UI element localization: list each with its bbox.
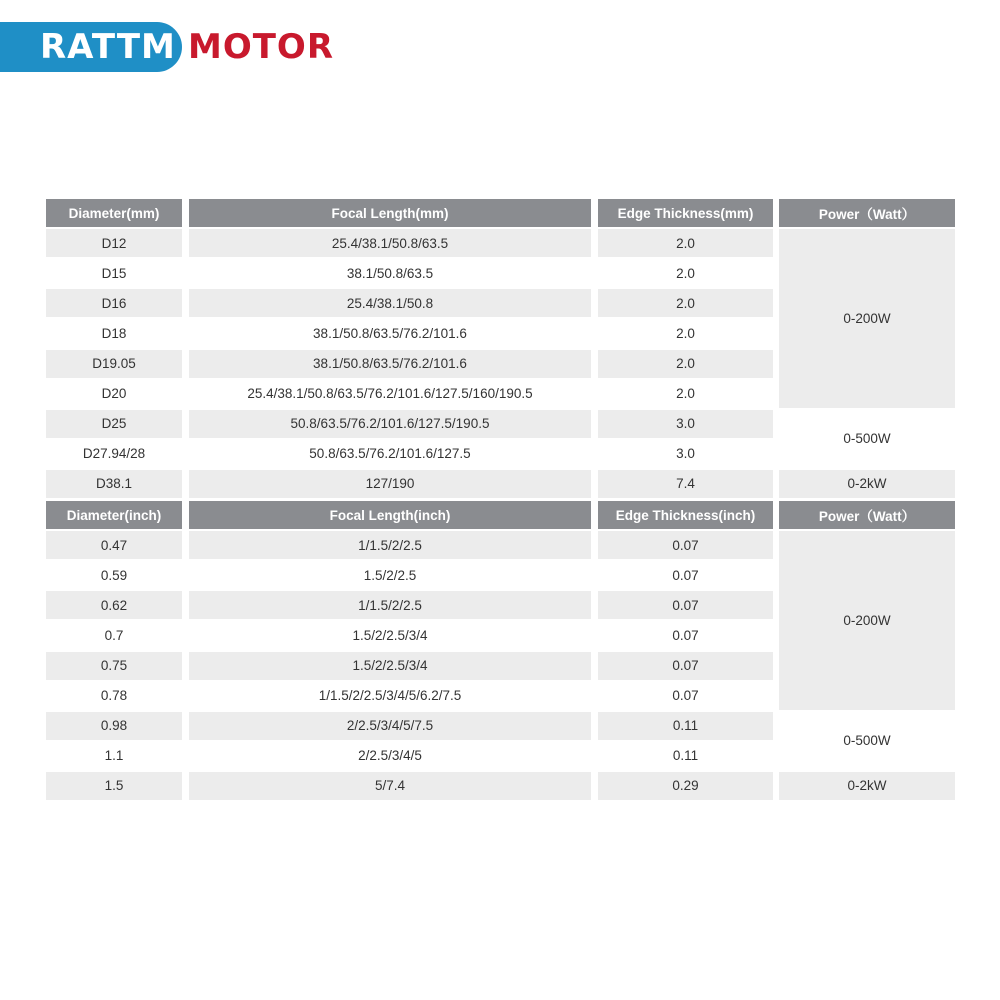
- inch-cell-diameter: 0.78: [46, 682, 182, 710]
- inch-cell-edge-thickness: 0.07: [598, 561, 773, 589]
- inch-cell-focal-length: 1.5/2/2.5: [189, 561, 591, 589]
- mm-cell-edge-thickness: 2.0: [598, 319, 773, 347]
- inch-cell-edge-thickness: 0.11: [598, 742, 773, 770]
- inch-header-edge-thickness: Edge Thickness(inch): [598, 501, 773, 529]
- inch-cell-focal-length: 1.5/2/2.5/3/4: [189, 621, 591, 649]
- inch-cell-focal-length: 5/7.4: [189, 772, 591, 800]
- mm-cell-focal-length: 127/190: [189, 470, 591, 498]
- inch-cell-edge-thickness: 0.07: [598, 591, 773, 619]
- mm-cell-edge-thickness: 2.0: [598, 259, 773, 287]
- mm-cell-focal-length: 50.8/63.5/76.2/101.6/127.5: [189, 440, 591, 468]
- inch-cell-focal-length: 1/1.5/2/2.5/3/4/5/6.2/7.5: [189, 682, 591, 710]
- mm-cell-edge-thickness: 2.0: [598, 229, 773, 257]
- inch-cell-focal-length: 1/1.5/2/2.5: [189, 531, 591, 559]
- inch-cell-diameter: 0.47: [46, 531, 182, 559]
- inch-cell-edge-thickness: 0.07: [598, 531, 773, 559]
- mm-cell-diameter: D38.1: [46, 470, 182, 498]
- mm-cell-focal-length: 38.1/50.8/63.5: [189, 259, 591, 287]
- mm-cell-focal-length: 38.1/50.8/63.5/76.2/101.6: [189, 350, 591, 378]
- logo-motor-text: MOTOR: [188, 27, 335, 67]
- mm-cell-diameter: D16: [46, 289, 182, 317]
- mm-header-focal-length: Focal Length(mm): [189, 199, 591, 227]
- inch-cell-focal-length: 1.5/2/2.5/3/4: [189, 652, 591, 680]
- mm-cell-edge-thickness: 3.0: [598, 440, 773, 468]
- mm-cell-edge-thickness: 3.0: [598, 410, 773, 438]
- mm-cell-edge-thickness: 2.0: [598, 350, 773, 378]
- mm-cell-diameter: D19.05: [46, 350, 182, 378]
- mm-cell-focal-length: 50.8/63.5/76.2/101.6/127.5/190.5: [189, 410, 591, 438]
- inch-cell-edge-thickness: 0.11: [598, 712, 773, 740]
- inch-cell-diameter: 0.98: [46, 712, 182, 740]
- mm-cell-diameter: D15: [46, 259, 182, 287]
- inch-cell-diameter: 0.59: [46, 561, 182, 589]
- logo-rattm-text: RATTM: [40, 27, 176, 67]
- inch-cell-diameter: 1.1: [46, 742, 182, 770]
- mm-cell-diameter: D12: [46, 229, 182, 257]
- mm-cell-focal-length: 38.1/50.8/63.5/76.2/101.6: [189, 319, 591, 347]
- inch-header-focal-length: Focal Length(inch): [189, 501, 591, 529]
- mm-cell-focal-length: 25.4/38.1/50.8/63.5: [189, 229, 591, 257]
- inch-cell-edge-thickness: 0.29: [598, 772, 773, 800]
- inch-cell-diameter: 0.62: [46, 591, 182, 619]
- mm-cell-edge-thickness: 2.0: [598, 380, 773, 408]
- inch-power-group: 0-200W: [779, 531, 955, 710]
- inch-cell-diameter: 0.75: [46, 652, 182, 680]
- mm-header-diameter: Diameter(mm): [46, 199, 182, 227]
- inch-power-group: 0-2kW: [779, 772, 955, 800]
- mm-header-edge-thickness: Edge Thickness(mm): [598, 199, 773, 227]
- inch-cell-focal-length: 2/2.5/3/4/5/7.5: [189, 712, 591, 740]
- mm-cell-focal-length: 25.4/38.1/50.8: [189, 289, 591, 317]
- inch-cell-diameter: 0.7: [46, 621, 182, 649]
- mm-power-group: 0-500W: [779, 410, 955, 468]
- inch-cell-focal-length: 2/2.5/3/4/5: [189, 742, 591, 770]
- inch-header-power: Power（Watt）: [779, 501, 955, 529]
- mm-power-group: 0-200W: [779, 229, 955, 408]
- mm-cell-edge-thickness: 2.0: [598, 289, 773, 317]
- mm-cell-diameter: D25: [46, 410, 182, 438]
- inch-cell-focal-length: 1/1.5/2/2.5: [189, 591, 591, 619]
- inch-cell-edge-thickness: 0.07: [598, 621, 773, 649]
- mm-header-power: Power（Watt）: [779, 199, 955, 227]
- mm-cell-edge-thickness: 7.4: [598, 470, 773, 498]
- mm-cell-diameter: D27.94/28: [46, 440, 182, 468]
- mm-cell-focal-length: 25.4/38.1/50.8/63.5/76.2/101.6/127.5/160/190.5: [189, 380, 591, 408]
- inch-power-group: 0-500W: [779, 712, 955, 770]
- inch-cell-edge-thickness: 0.07: [598, 682, 773, 710]
- mm-cell-diameter: D18: [46, 319, 182, 347]
- inch-header-diameter: Diameter(inch): [46, 501, 182, 529]
- mm-power-group: 0-2kW: [779, 470, 955, 498]
- inch-cell-edge-thickness: 0.07: [598, 652, 773, 680]
- mm-cell-diameter: D20: [46, 380, 182, 408]
- inch-cell-diameter: 1.5: [46, 772, 182, 800]
